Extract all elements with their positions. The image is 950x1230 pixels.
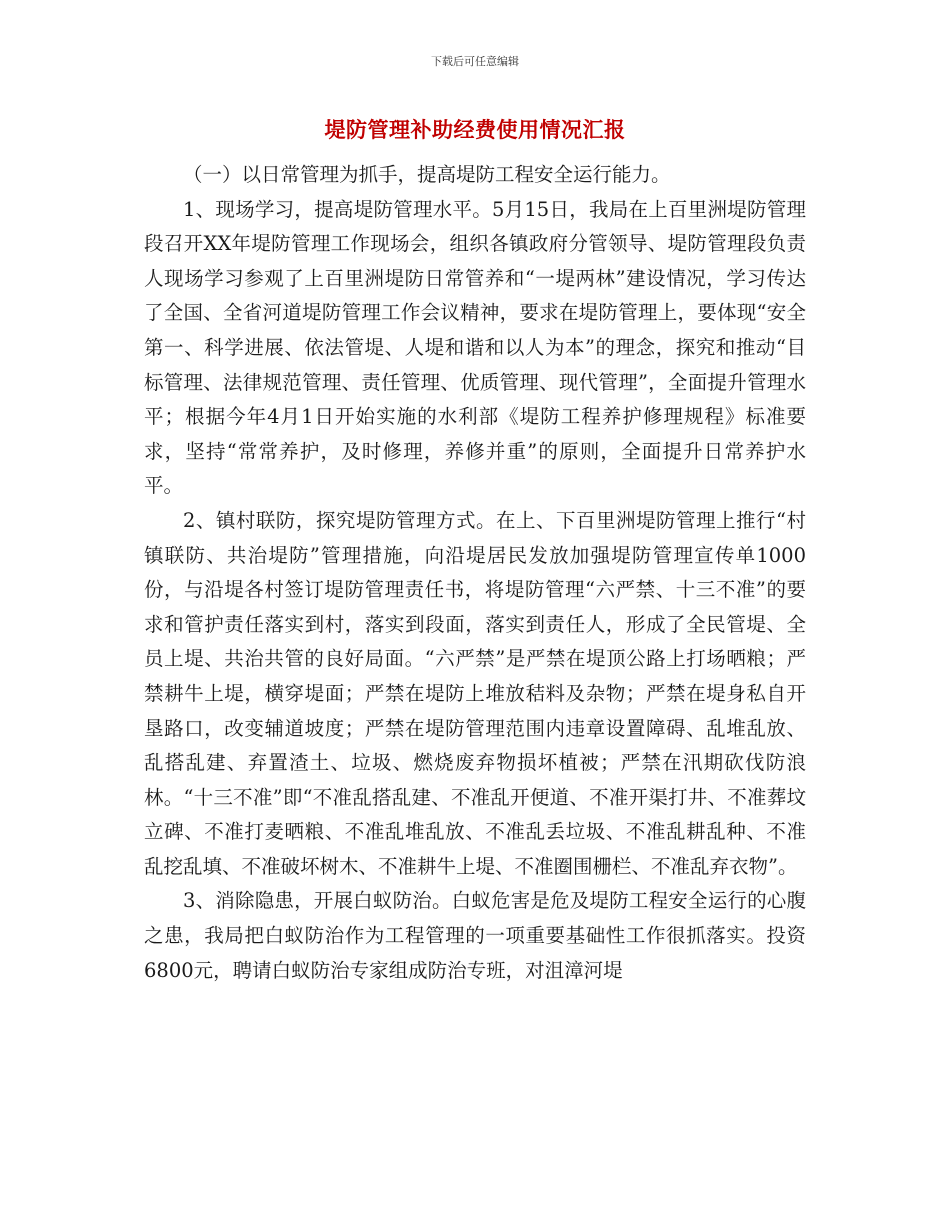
paragraph-item-1: 1、现场学习，提高堤防管理水平。5月15日，我局在上百里洲堤防管理段召开XX年堤防管理工作现场会，组织各镇政府分管领导、堤防管理段负责人现场学习参观了上百里洲堤防日常管养和“一堤两林”建设情况，学习传达了全国、全省河道堤防管理工作会议精神，要求在堤防管理上，要体现“安全第一、科学进展、依法管堤、人堤和谐和以人为本”的理念，探究和推动“目标管理、法律规范管理、责任管理、优质管理、现代管理”，全面提升管理水平；根据今年4月1日开始实施的水利部《堤防工程养护修理规程》标准要求，坚持“常常养护，及时修理，养修并重”的原则，全面提升日常养护水平。 [144,197,806,498]
paragraph-item-3: 3、消除隐患，开展白蚁防治。白蚁危害是危及堤防工程安全运行的心腹之患，我局把白蚁防治作为工程管理的一项重要基础性工作很抓落实。投资6800元，聘请白蚁防治专家组成防治专班，对沮漳河堤 [144,889,806,982]
paragraph-item-2: 2、镇村联防，探究堤防管理方式。在上、下百里洲堤防管理上推行“村镇联防、共治堤防”管理措施，向沿堤居民发放加强堤防管理宣传单1000份，与沿堤各村签订堤防管理责任书，将堤防管理“六严禁、十三不准”的要求和管护责任落实到村，落实到段面，落实到责任人，形成了全民管堤、全员上堤、共治共管的良好局面。“六严禁”是严禁在堤顶公路上打场晒粮；严禁耕牛上堤，横穿堤面；严禁在堤防上堆放秸料及杂物；严禁在堤身私自开垦路口，改变辅道坡度；严禁在堤防管理范围内违章设置障碍、乱堆乱放、乱搭乱建、弃置渣土、垃圾、燃烧废弃物损坏植被；严禁在汛期砍伐防浪林。“十三不准”即“不准乱搭乱建、不准乱开便道、不准开渠打井、不准葬坟立碑、不准打麦晒粮、不准乱堆乱放、不准乱丢垃圾、不准乱耕乱种、不准乱挖乱填、不准破坏树木、不准耕牛上堤、不准圈围栅栏、不准乱弃衣物”。 [144,508,806,878]
header-note: 下载后可任意编辑 [431,55,519,68]
document-title: 堤防管理补助经费使用情况汇报 [324,118,626,142]
paragraph-section-heading: （一）以日常管理为抓手，提高堤防工程安全运行能力。 [183,163,671,186]
document-body [144,158,806,988]
